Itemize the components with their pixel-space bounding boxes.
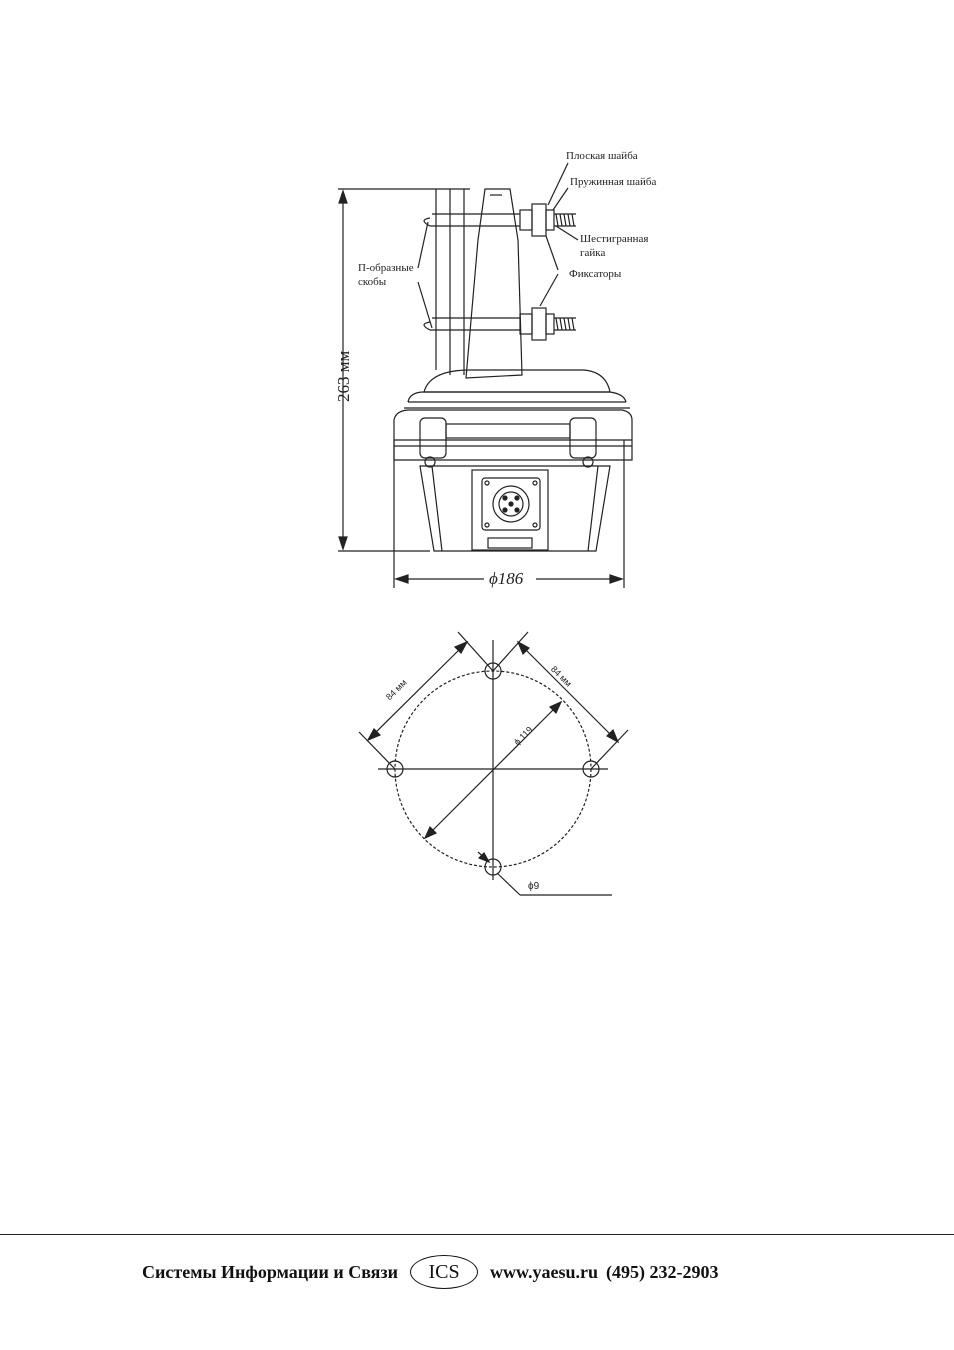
spacing-label-right: 84 мм [548, 664, 574, 689]
label-hex-nut-line1: Шестигранная [580, 233, 649, 245]
label-spring-washer: Пружинная шайба [570, 176, 657, 188]
label-hex-nut-line2: гайка [580, 247, 606, 259]
label-flat-washer: Плоская шайба [566, 150, 638, 162]
height-dimension-label: 263 мм [334, 350, 353, 402]
footer-company: Системы Информации и Связи [142, 1261, 399, 1282]
hole-diameter-label: ϕ9 [528, 881, 540, 892]
ics-logo: ICS [410, 1255, 478, 1289]
spacing-label-left: 84 мм [384, 677, 409, 703]
label-u-bolts-line2: скобы [358, 276, 387, 288]
bottom-view-drawing [359, 632, 628, 895]
side-view-drawing [338, 163, 632, 588]
footer-website: www.yaesu.ru [490, 1261, 599, 1282]
footer [142, 1252, 754, 1292]
label-u-bolts-line1: П-образные [358, 262, 414, 274]
footer-phone: (495) 232-2903 [606, 1261, 719, 1282]
label-clamps: Фиксаторы [569, 268, 622, 280]
diameter-dimension-label: ϕ186 [489, 569, 524, 588]
footer-rule [0, 1234, 954, 1235]
bolt-circle-label: ϕ 119 [512, 724, 535, 748]
